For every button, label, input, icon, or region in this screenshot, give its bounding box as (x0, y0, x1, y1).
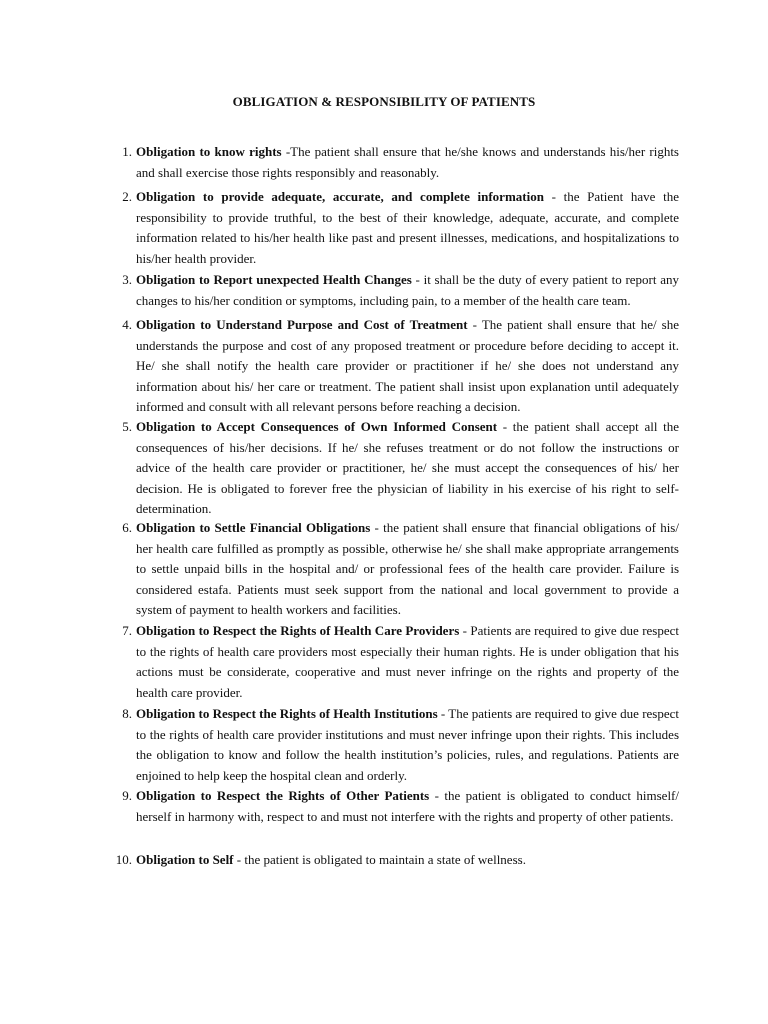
item-number: 10. (115, 852, 132, 867)
item-number: 3. (122, 272, 132, 287)
item-number: 7. (122, 623, 132, 638)
item-text: - Patients are required to give due respect to the rights of health care providers most especially their human rights. He is under obligation that his actions must be considerate, cooperative and must never infringe on the rights and property of the health care provider. (136, 623, 680, 700)
item-title: Obligation to Settle Financial Obligations (136, 520, 371, 535)
list-item (122, 621, 680, 703)
item-number: 9. (122, 788, 132, 803)
item-number: 8. (122, 706, 132, 721)
document-title: OBLIGATION & RESPONSIBILITY OF PATIENTS (232, 94, 536, 109)
item-text: - it shall be the duty of every patient to report any changes to his/her condition or symptoms, including pain, to a member of the health care team. (136, 272, 679, 308)
item-number: 1. (122, 144, 132, 159)
item-text: - the patient shall ensure that financial obligations of his/ her health care fulfilled as promptly as possible, otherwise he/ she shall make appropriate arrangements to settle unpaid bills in the hospital and/ or professional fees of the health care provider. Failure is considered estafa. Patients must seek support from the national and local government to provide a system of payment to health workers and facilities. (136, 520, 679, 618)
item-text: -The patient shall ensure that he/she knows and understands his/her rights and shall exercise those rights responsibly and reasonably. (136, 144, 679, 180)
item-text: - the patient is obligated to conduct himself/ herself in harmony with, respect to and must not interfere with the rights and property of other patients. (136, 788, 679, 824)
item-number: 4. (122, 317, 132, 332)
item-text: - the patient is obligated to maintain a state of wellness. (233, 852, 526, 867)
item-title: Obligation to provide adequate, accurate, and complete information (136, 189, 544, 204)
item-text: - The patient shall ensure that he/ she understands the purpose and cost of any proposed treatment or procedure before deciding to accept it. He/ she shall notify the health care provider or practitioner if he/ she does not understand any information about his/ her care or treatment. The patient shall insist upon explanation until adequately informed and consult with all relevant persons before reaching a decision. (136, 317, 679, 415)
list-item (122, 142, 679, 183)
list-item (122, 518, 679, 621)
item-title: Obligation to Accept Consequences of Own Informed Consent (136, 419, 498, 434)
item-title: Obligation to know rights (136, 144, 282, 159)
item-number: 5. (122, 419, 132, 434)
list-item (122, 315, 679, 418)
list-item (122, 704, 679, 786)
item-text: - the Patient have the responsibility to provide truthful, to the best of their knowledge, adequate, accurate, and complete information related to his/her health like past and present illnesses, medications, and hospitalizations to his/her health provider. (136, 189, 679, 266)
item-number: 6. (122, 520, 132, 535)
item-title: Obligation to Understand Purpose and Cost of Treatment (136, 317, 468, 332)
item-text: - the patient shall accept all the consequences of his/her decisions. If he/ she refuses treatment or do not follow the instructions or advice of the health care provider or practitioner, he/ she must accept the consequences of his/ her decision. He is obligated to forever free the physician of liability in his exercise of his right to self-determination. (136, 419, 679, 517)
item-title: Obligation to Respect the Rights of Health Institutions (136, 706, 438, 721)
item-title: Obligation to Report unexpected Health Changes (136, 272, 412, 287)
item-text: - The patients are required to give due respect to the rights of health care provider institutions and must never infringe upon their rights. This includes the obligation to know and follow the health institution’s policies, rules, and regulations. Patients are enjoined to help keep the hospital clean and orderly. (136, 706, 679, 783)
list-item (122, 187, 679, 269)
list-item (122, 786, 679, 827)
item-number: 2. (122, 189, 132, 204)
list-item (122, 417, 679, 520)
item-title: Obligation to Respect the Rights of Other Patients (136, 788, 430, 803)
list-item (115, 850, 679, 871)
list-item (122, 270, 679, 311)
item-title: Obligation to Self (136, 852, 234, 867)
item-title: Obligation to Respect the Rights of Health Care Providers (136, 623, 460, 638)
